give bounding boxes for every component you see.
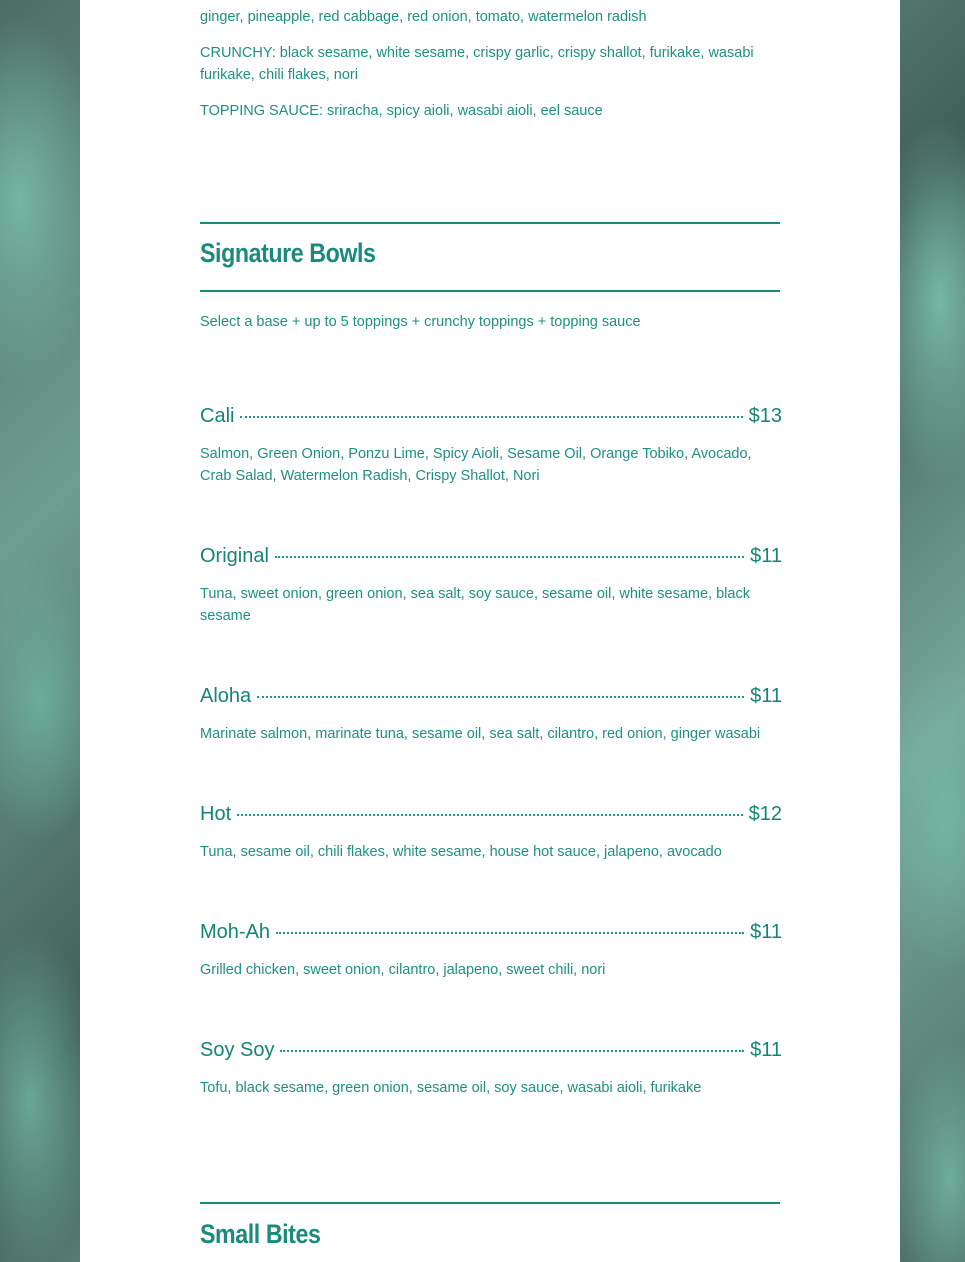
section-divider-top (200, 1202, 780, 1204)
menu-item-price: $11 (750, 545, 782, 567)
section-divider-bottom (200, 290, 780, 292)
section-divider-top (200, 222, 780, 224)
menu-item-description: Tuna, sweet onion, green onion, sea salt, soy sauce, sesame oil, white sesame, black sesame (200, 586, 750, 624)
menu-item-original (200, 545, 782, 627)
menu-item-price: $11 (750, 921, 782, 943)
toppings-partial-line: ginger, pineapple, red cabbage, red onion, tomato, watermelon radish (200, 9, 647, 25)
menu-item-cali (200, 405, 782, 487)
menu-item-price: $13 (748, 405, 782, 427)
dot-leader (257, 696, 744, 698)
menu-item-name: Soy Soy (200, 1039, 275, 1061)
menu-item-name: Aloha (200, 685, 252, 707)
dot-leader (237, 814, 743, 816)
dot-leader (240, 416, 742, 418)
menu-item-soy-soy (200, 1039, 782, 1099)
section-title-signature-bowls: Signature Bowls (200, 238, 376, 268)
menu-item-description: Salmon, Green Onion, Ponzu Lime, Spicy Aioli, Sesame Oil, Orange Tobiko, Avocado, Crab Salad, Watermelon Radish, Crispy Shallot, Nori (200, 446, 752, 484)
toppings-intro (200, 0, 780, 122)
menu-item-price: $11 (750, 685, 782, 707)
menu-item-description: Grilled chicken, sweet onion, cilantro, jalapeno, sweet chili, nori (200, 962, 606, 978)
menu-item-name: Original (200, 545, 269, 567)
menu-item-moh-ah (200, 921, 782, 981)
topping-sauce: TOPPING SAUCE: sriracha, spicy aioli, wasabi aioli, eel sauce (200, 103, 603, 119)
menu-item-description: Tuna, sesame oil, chili flakes, white sesame, house hot sauce, jalapeno, avocado (200, 844, 722, 860)
menu-item-price: $11 (750, 1039, 782, 1061)
dot-leader (276, 932, 744, 934)
dot-leader (275, 556, 744, 558)
menu-item-hot (200, 803, 782, 863)
menu-item-price: $12 (748, 803, 782, 825)
menu-item-name: Cali (200, 405, 235, 427)
menu-panel (80, 0, 900, 1262)
menu-item-description: Tofu, black sesame, green onion, sesame oil, soy sauce, wasabi aioli, furikake (200, 1080, 702, 1096)
menu-item-aloha (200, 685, 782, 745)
menu-item-description: Marinate salmon, marinate tuna, sesame oil, sea salt, cilantro, red onion, ginger wasabi (200, 726, 761, 742)
menu-item-name: Hot (200, 803, 232, 825)
menu-item-name: Moh-Ah (200, 921, 271, 943)
section-title-small-bites: Small Bites (200, 1219, 321, 1249)
dot-leader (280, 1050, 744, 1052)
signature-bowls-note: Select a base + up to 5 toppings + crunchy toppings + topping sauce (200, 314, 641, 330)
crunchy-toppings: CRUNCHY: black sesame, white sesame, crispy garlic, crispy shallot, furikake, wasabi furikake, chili flakes, nori (200, 45, 754, 83)
